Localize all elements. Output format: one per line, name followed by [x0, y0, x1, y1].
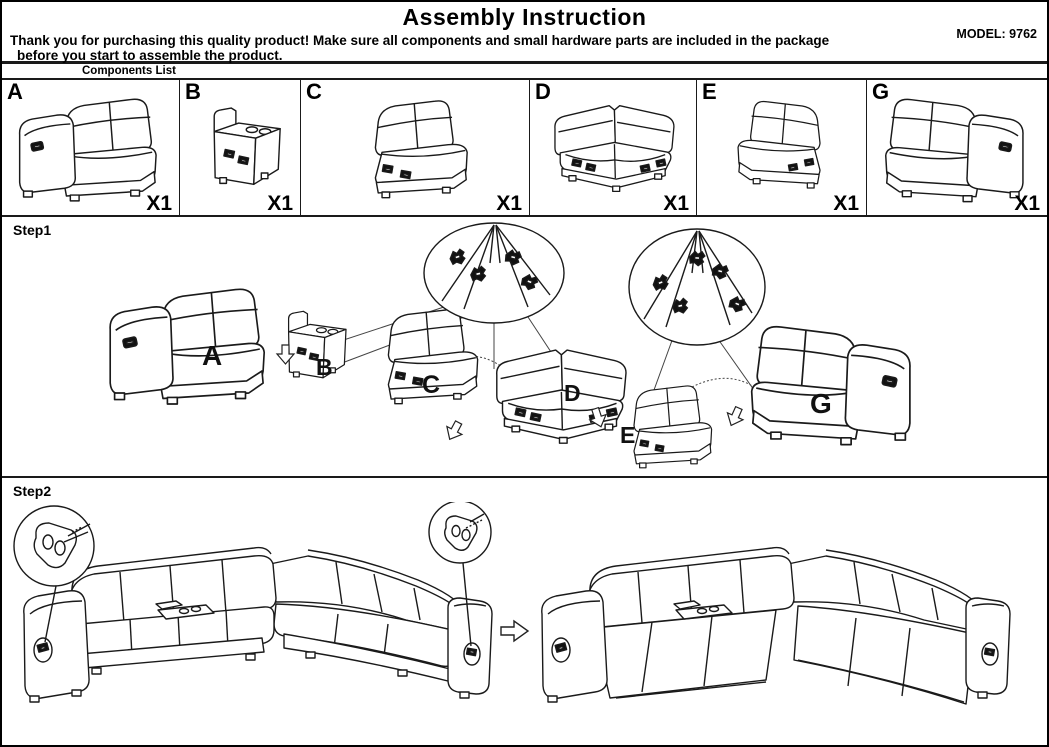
step1-piece-a: [110, 289, 264, 404]
step1-piece-g: [752, 327, 910, 445]
component-qty: X1: [267, 192, 293, 215]
power-button-right: [467, 648, 477, 655]
component-id: C: [306, 79, 322, 104]
step1-piece-d: [497, 350, 626, 443]
component-cell-b: [180, 80, 301, 215]
step1-label: Step1: [13, 222, 52, 238]
model-number: MODEL: 9762: [956, 27, 1037, 41]
component-qty: X1: [146, 192, 172, 215]
components-list-label: Components List: [82, 65, 176, 77]
purchase-note-line1: Thank you for purchasing this quality product! Make sure all components and small hardware parts are included in the package: [10, 33, 830, 48]
component-id: A: [7, 79, 23, 104]
step1-label-g: G: [810, 388, 832, 419]
purchase-note: [10, 33, 829, 63]
page-title: Assembly Instruction: [402, 4, 647, 30]
detail-circle-brackets-2: [629, 229, 765, 345]
component-cell-d: [530, 80, 697, 215]
step1-piece-e: [634, 386, 712, 468]
step1-label-c: C: [422, 371, 441, 399]
detail-circle-brackets-1: [424, 223, 564, 323]
component-id: D: [535, 79, 551, 104]
step1-diagram: [2, 217, 1047, 476]
component-cell-e: [697, 80, 867, 215]
component-id: E: [702, 79, 717, 104]
step2-assembled-open-drawing: [526, 502, 1046, 742]
component-qty: X1: [833, 192, 859, 215]
header: [2, 2, 1047, 64]
component-c-drawing: [301, 80, 529, 214]
component-cell-a: [2, 80, 180, 215]
step1-label-b: B: [316, 354, 333, 380]
step1-label-d: D: [564, 380, 581, 406]
step1-label-a: A: [202, 340, 223, 371]
component-id: B: [185, 79, 201, 104]
component-cell-g: [867, 80, 1047, 215]
component-qty: X1: [496, 192, 522, 215]
components-list-header: [2, 64, 1047, 80]
components-grid: [2, 80, 1047, 217]
step2-label: Step2: [13, 483, 52, 499]
component-qty: X1: [663, 192, 689, 215]
step2-assembled-closed-drawing: [8, 502, 520, 740]
step2-section: [2, 478, 1047, 745]
power-button-right: [985, 648, 995, 655]
component-id: G: [872, 79, 890, 104]
component-qty: X1: [1014, 192, 1040, 215]
purchase-note-line2: before you start to assemble the product.: [17, 48, 283, 63]
step1-label-e: E: [620, 422, 636, 448]
step1-section: [2, 217, 1047, 478]
component-cell-c: [301, 80, 530, 215]
